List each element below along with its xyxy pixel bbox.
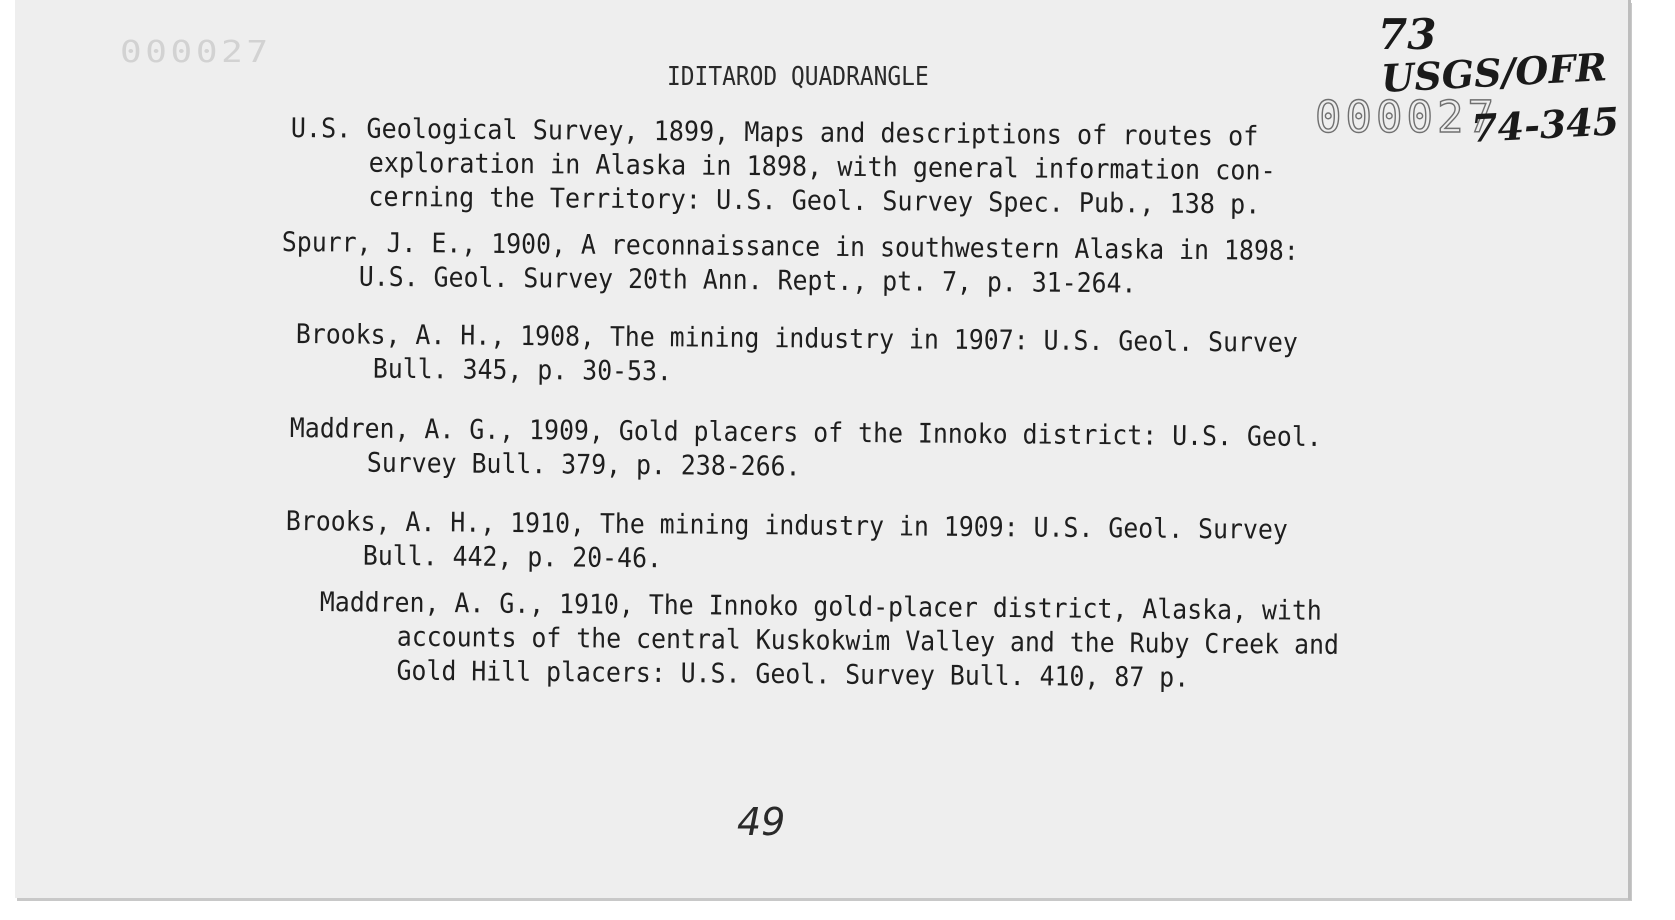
accession-stamp: 000027 — [1315, 92, 1498, 143]
reference-entry — [289, 412, 1321, 489]
page-number: 49 — [737, 800, 786, 844]
handwritten-report: 74-345 — [1470, 98, 1621, 151]
reference-line: Brooks, A. H., 1908, The mining industry in 1907: U.S. Geol. Survey — [295, 318, 1298, 359]
reference-line: Bull. 345, p. 30-53. — [372, 353, 673, 388]
reference-line: Gold Hill placers: U.S. Geol. Survey Bull. 410, 87 p. — [396, 655, 1190, 694]
reference-line: Brooks, A. H., 1910, The mining industry in 1909: U.S. Geol. Survey — [285, 505, 1288, 546]
card-edge — [1628, 0, 1631, 900]
reference-line: accounts of the central Kuskokwim Valley and the Ruby Creek and — [396, 621, 1340, 661]
reference-entry — [281, 226, 1298, 303]
reference-line: Survey Bull. 379, p. 238-266. — [366, 447, 801, 483]
reference-line: exploration in Alaska in 1898, with general information con- — [368, 147, 1276, 187]
reference-line: U.S. Geol. Survey 20th Ann. Rept., pt. 7, p. 31-264. — [358, 261, 1137, 300]
handwritten-number: 73 — [1378, 10, 1437, 59]
reference-line: Bull. 442, p. 20-46. — [362, 540, 663, 575]
bleed-through-stamp: 000027 — [120, 35, 272, 70]
reference-entry — [285, 505, 1288, 582]
reference-entry — [319, 586, 1339, 697]
reference-line: cerning the Territory: U.S. Geol. Survey Spec. Pub., 138 p. — [368, 181, 1261, 221]
reference-entry — [290, 112, 1276, 223]
card-title: IDITAROD QUADRANGLE — [667, 62, 929, 92]
reference-line: Maddren, A. G., 1910, The Innoko gold-placer district, Alaska, with — [319, 586, 1322, 627]
reference-line: Spurr, J. E., 1900, A reconnaissance in southwestern Alaska in 1898: — [281, 226, 1299, 267]
reference-entry — [295, 318, 1298, 395]
reference-line: U.S. Geological Survey, 1899, Maps and descriptions of routes of — [290, 112, 1259, 153]
reference-line: Maddren, A. G., 1909, Gold placers of the Innoko district: U.S. Geol. — [289, 412, 1322, 454]
handwritten-series: USGS/OFR — [1380, 44, 1609, 101]
